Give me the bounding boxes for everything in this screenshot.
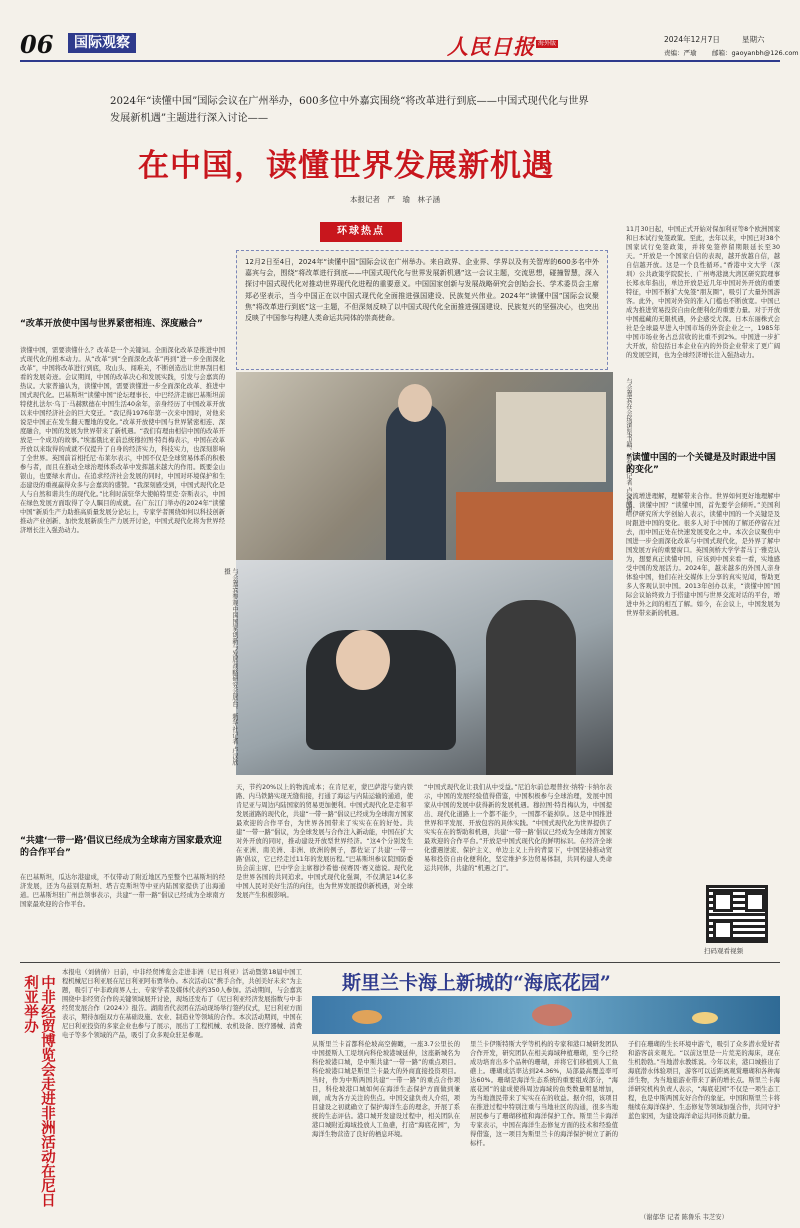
section-badge: 环球热点 <box>320 222 402 242</box>
col3-text: “中国式现代化让我们从中受益。”尼泊尔前总理普拉·纳特·卡纳尔表示，中国的发展经验值得借鉴，中国积极参与全球治理，发展中国家从中国的发展中获得新的发展机遇。穆拉图·特肖梅认为，中国提出、现代化道路上一个都不能少，一国都不能掉队。这是中国推进世界和平发展、开放包容的具体实践。“中国式现代化为世界提供了实实在在的帮助和机遇，共建‘一带一路’倡议已经成为全球南方国家最欢迎的合作平台。”开放是中国式现代化的鲜明标识。在经济全球化遭遇逆流、保护主义、单边主义上升的背景下，中国坚持推动贸易和投资自由化便利化，坚定维护多边贸易体制，共同构建人类命运共同体，共建的“机遇之门”。 <box>424 784 612 872</box>
col1b-heading: “共建‘一带一路’倡议已经成为全球南方国家最欢迎的合作平台” <box>20 836 222 858</box>
sri-lanka-col3: 子们在珊瑚的生长环境中游弋，吸引了众多潜水爱好者和游客前来观光。“以前这里是一片荒芜的海床，现在生机勃勃。”当地潜水教练说。今年以来，港口城推出了海底潜水体验项目，游客可以近距离观赏珊瑚和各种海洋生物，为当地旅游业带来了新的增长点。斯里兰卡海洋研究机构负责人表示，“海底花园”不仅是一项生态工程，也是中斯两国友好合作的象征。中国和斯里兰卡将继续在海洋保护、生态修复等领域加强合作，共同守护蓝色家园，为建设海洋命运共同体贡献力量。 <box>628 1041 780 1120</box>
section-label: 国际观察 <box>68 33 136 53</box>
intro-box <box>236 250 608 370</box>
col4-heading: “读懂中国的一个关键是及时跟进中国的变化” <box>626 453 776 475</box>
photo2-caption: 与会嘉宾参观中国国家创新与发展战略研究会展台。新华社记者 卢汉欣摄 <box>223 568 238 766</box>
photo-reef-banner <box>312 996 780 1034</box>
header-rule <box>20 60 780 62</box>
kicker-line-1: 2024年“读懂中国”国际会议在广州举办，600多位中外嘉宾围绕“将改革进行到底——中国式现代化与世界 <box>110 96 589 107</box>
byline: 本报记者 严 瑜 林子涵 <box>350 195 440 204</box>
col4-text: 11月30日起，中国正式开始对保加利亚等8个欧洲国家和日本试行免签政策。至此，去年以来，中国已对38个国家试行免签政策，并将免签停留期限延长至30天。“开放是一个国家自信的表现，越开放越自信，越自信越开放。这是一个良性循环。”香港中文大学（深圳）公共政策学院院长、广州粤港澳大湾区研究院理事长郑永年指出，单边开放是近几年中国对外开放的重要特征，中国不断扩大免签“朋友圈”，吸引了大量外国游客。此外，中国对外资的准入门槛也不断放宽。中国已成为推进贸易投资自由化便利化的重要力量。对于开放中国蕴藏的无限机遇，外企感受尤深。日本东丽株式会社是全球最早进入中国市场的外资企业之一，1985年中国市场业务占总营收的比重不到2%。中国进一步扩大开放，给包括日本企业在内的外资企业带来了更广阔的发展空间，也为全球经济增长注入强劲动力。 <box>626 226 780 359</box>
masthead-logo: 人民日报 <box>447 34 535 59</box>
sri-lanka-byline: （谢郁华 记者 陈鲁乐 韦芝安） <box>640 1214 728 1221</box>
photo1-caption: 与会嘉宾在会场浏览书籍。新华社记者 卢汉欣摄 <box>625 378 632 513</box>
sri-lanka-col1: 从斯里兰卡首都科伦坡高空俯瞰，一座3.7公里长的中国援斯人工堤坝向科伦坡港城延伸，这座新城名为科伦坡港口城，是中斯共建“一带一路”的重点项目。科伦坡港口城是斯里兰卡最大的外商直接投资项目。当时，作为中斯两国共建“一带一路”的重点合作项目，科伦坡港口城如何在海洋生态保护方面做到兼顾，成为各方关注的焦点。中国交建负责人介绍，项目建设之初就确立了保护海洋生态的理念，开展了系统的生态评估。港口城开发建设过程中，相关团队在港口城附近海域投放人工鱼礁，打造“海底花园”，为海洋生物营造了良好的栖息环境。 <box>312 1041 460 1138</box>
second-story-text: 本报电（刘倩倩）日前，中非经贸博览会走进非洲（尼日利亚）活动暨第18届中国工程机械尼日利亚展在尼日利亚阿布贾举办。本次活动以“携手合作，共创美好未来”为主题，吸引了中非政商界人士、专家学者及媒体代表约350人参加。活动期间，与会嘉宾围绕中非经贸合作的关键领域展开讨论，现场还发布了《尼日利亚经济发展指数与中非经贸发展合作（2024）》报告。湖南省代表团在活动现场举行签约仪式，尼日利亚方面表示，期待加强双方在基础设施、农业、制造业等领域的合作。本次活动期间，中国在尼日利亚投资的多家企业也参与了展示，展出了工程机械、农机设备、医疗器械、消费电子等多个领域的产品，吸引了众多观众驻足参观。 <box>62 969 302 1039</box>
edition-tag: 海外版 <box>538 40 557 47</box>
qr-label: 扫码观看视频 <box>704 947 743 955</box>
story-divider <box>20 962 780 963</box>
main-headline: 在中国，读懂世界发展新机遇 <box>138 148 554 184</box>
col4-text-2: 交流增进理解，理解带来合作。世界如何更好地理解中国、读懂中国？“读懂中国，首先要学会倾听。”美国利哈伊研究所大学创始人表示，读懂中国的一个关键是及时跟进中国的变化。很多人对于中国的了解还停留在过去，而中国正处在快速发展变化之中。本次会议聚焦中国进一步全面深化改革与中国式现代化，是外界了解中国发展方向的重要窗口。英国剑桥大学学者马丁·雅克认为，想要真正读懂中国，应该到中国来看一看，实地感受中国的发展活力。2024年，越来越多的外国人亲身体验中国，他们在社交媒体上分享的真实见闻，帮助更多人客观认识中国。2013年创办以来，“读懂中国”国际会议始终致力于搭建中国与世界交流对话的平台，增进中外之间的相互了解。如今，在会议上，中国发展为世界带来新的机遇。 <box>626 493 780 617</box>
col1b-text: 在巴基斯坦，瓜达尔港建成，不仅带动了附近地区乃至整个巴基斯坦的经济发展，还为乌兹别克斯坦、塔吉克斯坦等中亚内陆国家提供了出海通道。巴基斯坦驻广州总领事表示，共建“一带一路”倡议已经成为全球南方国家最欢迎的合作平台。 <box>20 874 225 908</box>
sri-lanka-col2: 里兰卡伊斯特斯大学等机构的专家和港口城研发团队合作开发，研究团队在相关海域种植珊瑚，至今已经成功培育出多个品种的珊瑚，并将它们移植到人工鱼礁上。珊瑚成活率达到24.36%，局部最高覆盖率可达60%。珊瑚是海洋生态系统的重要组成部分，“海底花园”的建成使得周边海域的鱼类数量明显增加，为当地渔民带来了实实在在的收益。据介绍，该项目在推进过程中特别注重与当地社区的沟通，很多当地居民参与了珊瑚移植和海洋保护工作。斯里兰卡海洋专家表示，中国在海洋生态修复方面的技术和经验值得借鉴，这一项目为斯里兰卡的海洋保护树立了新的标杆。 <box>470 1041 618 1147</box>
col2-text: 天，节约20%以上的物流成本；在肯尼亚，蒙巴萨港与蒙内铁路、内马铁路实现无缝衔接，打通了海运与内陆运输的通道，使肯尼亚与周边内陆国家的贸易更加便利。中国式现代化是走和平发展道路的现代化，共建“一带一路”倡议已经成为全球南方国家最欢迎的合作平台，为世界各国带来了实实在在的好处。共建“一带一路”倡议，为全球发展与合作注入新动能，中国在扩大对外开放的同时，推动建设开放型世界经济。“这4个分别发生在亚洲、南美洲、非洲、欧洲的例子，都佐证了共建‘一带一路’倡议，它已经走过11年的发展历程。”巴基斯坦参议院国防委员会前主席、巴中学会主席穆沙希德·侯赛因·赛义德说。现代化是世界各国的共同追求。中国式现代化强调，不仅满足14亿多中国人民对美好生活的向往，也为世界发展提供新机遇，对全球发展产生积极影响。 <box>236 784 413 899</box>
editor-email: 邮箱：gaoyanbh@126.com <box>712 49 799 57</box>
sri-lanka-headline: 斯里兰卡海上新城的“海底花园” <box>342 972 611 994</box>
qr-code[interactable] <box>706 885 768 943</box>
kicker-line-2: 发展新机遇”主题进行深入讨论—— <box>110 113 269 124</box>
page-number: 06 <box>20 30 54 59</box>
page-header <box>0 0 800 62</box>
photo-exhibition-booth <box>236 560 613 775</box>
issue-weekday: 星期六 <box>742 35 765 44</box>
col1-text: 读懂中国，需要读懂什么？改革是一个关键词。全面深化改革是推进中国式现代化的根本动力。从“改革”到“全面深化改革”再到“进一步全面深化改革”，中国将改革进行到底，攻山头、闯难关，不断创造出让世界刮目相看的发展奇迹。会议期间，中国的改革决心和发展实践，引发与会嘉宾的热议。大家普遍认为，读懂中国，需要读懂进一步全面深化改革、推进中国式现代化。巴基斯坦“读懂中国”论坛理事长、中巴经济走廊巴基斯坦前特使扎法尔·乌丁·马赫默德在中国生活40余年，亲身经历了中国改革开放以来中国经济社会的巨大变迁。“我记得1976年第一次来中国时，对他来说是中国正在发生翻天覆地的变化。”改革开放使中国与世界紧密相连、深度融合，中国的发展为世界带来了新机遇。“我们有理由相信中国的改革开放是一个成功的故事。”埃塞俄比亚前总统穆拉图·特肖梅表示，中国在改革开放以来取得的成就不仅提升了自身的经济实力，科技实力，也深刻影响了全世界。英国前首相托尼·布莱尔表示，中国不仅是全球贸易体系的积极参与者，而且在推动全球治理体系改革中发挥越来越大的作用。既要金山银山，也要绿水青山。在追求经济社会发展的同时，中国对环境保护和生态建设的重视赢得众多与会嘉宾的盛赞。“我深刻感受到，中国式现代化是人与自然和谐共生的现代化。”比利时前驻华大使帕特里克·奈斯表示，中国在绿色发展方面取得了令人瞩目的成就。在广东江门举办的2024年“读懂中国”新质生产力助推高质量发展分论坛上，专家学者围绕如何以科技创新推动产业创新、加快发展新质生产力展开讨论，中国式现代化将为世界经济增长注入强劲动力。 <box>20 347 225 534</box>
kicker <box>110 93 750 127</box>
intro-text: 12月2日至4日，2024年“读懂中国”国际会议在广州举办。来自政界、企业界、学界以及有关智库的600多名中外嘉宾与会，围绕“将改革进行到底——中国式现代化与世界发展新机遇”这一会议主题，交流思想，碰撞智慧，深入探讨中国式现代化对推动世界现代化进程的重要意义。中国国家创新与发展战略研究会创始会长、学术委员会主席郑必坚表示，当今中国正在以中国式现代化全面推进强国建设、民族复兴伟业。2024年“读懂中国”国际会议聚焦“将改革进行到底”这一主题，不但深刻反映了以中国式现代化全面推进强国建设、民族复兴的坚强决心，也突出反映了中国参与构建人类命运共同体的崇高使命。 <box>245 258 599 323</box>
vertical-headline: 中非经贸博览会走进非洲活动在尼日利亚举办 <box>22 975 56 1207</box>
editor-label: 责编：严瑜 <box>664 49 697 57</box>
issue-date: 2024年12月7日 <box>664 35 720 44</box>
col1-heading: “改革开放使中国与世界紧密相连、深度融合” <box>20 319 203 329</box>
photo-book-exhibition <box>236 372 613 567</box>
